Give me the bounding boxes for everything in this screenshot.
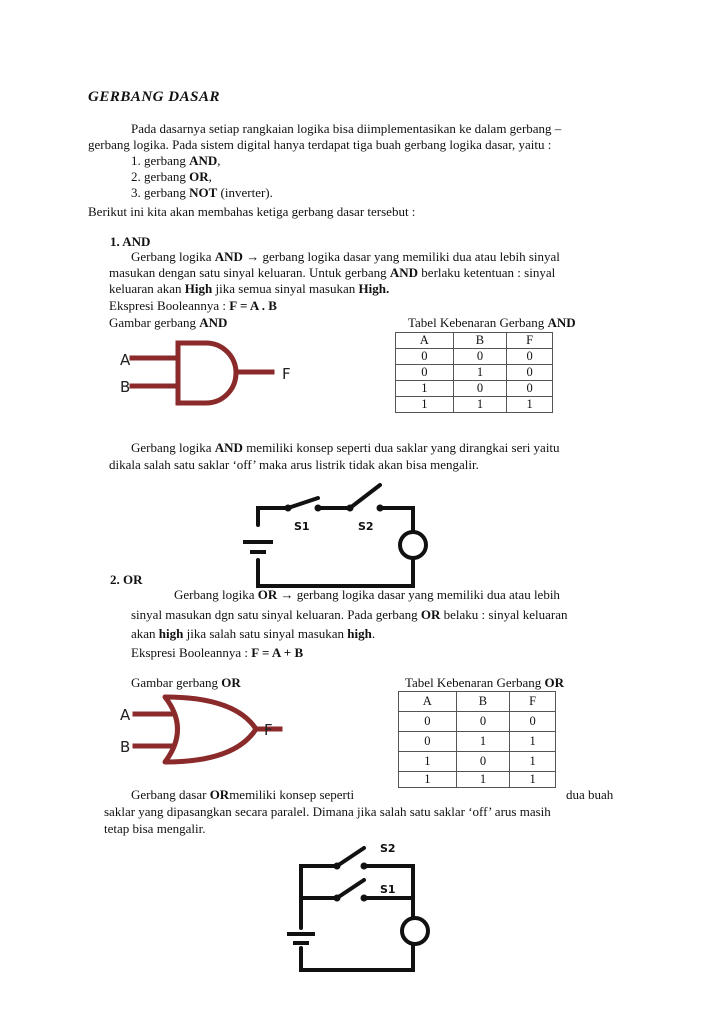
intro-item-and: 1. gerbang AND, <box>131 153 221 168</box>
table-cell: 1 <box>453 365 507 381</box>
series-circuit-diagram <box>238 480 438 590</box>
and-output-label: F <box>282 365 291 383</box>
intro-item-or: 2. gerbang OR, <box>131 169 212 184</box>
table-header-row <box>396 333 553 349</box>
intro-line-1: Pada dasarnya setiap rangkaian logika bisa diimplementasikan ke dalam gerbang – <box>131 121 562 136</box>
table-header-row <box>399 692 556 712</box>
table-header-cell: B <box>453 333 507 349</box>
or-desc-2: sinyal masukan dgn satu sinyal keluaran. Pada gerbang OR belaku : sinyal keluaran <box>131 607 568 622</box>
lamp-icon <box>402 918 428 944</box>
switch-s2-label: S2 <box>380 842 396 855</box>
and-concept-2: dikala salah satu saklar ‘off’ maka arus listrik tidak akan bisa mengalir. <box>109 457 479 472</box>
table-header-cell: A <box>396 333 454 349</box>
or-heading: 2. OR <box>110 572 143 587</box>
table-row <box>396 365 553 381</box>
table-cell: 0 <box>396 349 454 365</box>
table-row <box>399 712 556 732</box>
table-header-cell: A <box>399 692 457 712</box>
table-row <box>396 381 553 397</box>
and-table-label: Tabel Kebenaran Gerbang AND <box>408 315 576 330</box>
switch-s1-label: S1 <box>380 883 396 896</box>
or-concept-1: Gerbang dasar ORmemiliki konsep seperti <box>131 787 355 802</box>
page-title: GERBANG DASAR <box>88 89 220 105</box>
table-cell: 0 <box>507 349 553 365</box>
or-desc-3: akan high jika salah satu sinyal masukan high. <box>131 626 376 641</box>
table-cell: 1 <box>453 397 507 413</box>
table-cell: 0 <box>396 365 454 381</box>
table-cell: 0 <box>453 381 507 397</box>
table-cell: 0 <box>456 712 510 732</box>
or-concept-2: saklar yang dipasangkan secara paralel. Dimana jika salah satu saklar ‘off’ arus masih <box>104 804 551 819</box>
and-truth-table <box>395 332 553 413</box>
table-header-cell: F <box>507 333 553 349</box>
table-cell: 0 <box>456 752 510 772</box>
and-desc-1: Gerbang logika AND → gerbang logika dasar yang memiliki dua atau lebih sinyal <box>131 249 560 264</box>
or-desc-1: Gerbang logika OR → gerbang logika dasar yang memiliki dua atau lebih <box>174 587 560 602</box>
and-expression: Ekspresi Booleannya : F = A . B <box>109 298 277 313</box>
and-heading: 1. AND <box>110 234 151 249</box>
table-row <box>399 772 556 788</box>
and-input-b-label: B <box>120 378 131 396</box>
or-input-a-label: A <box>120 706 131 724</box>
table-cell: 1 <box>396 381 454 397</box>
table-cell: 0 <box>399 732 457 752</box>
table-header-cell: B <box>456 692 510 712</box>
table-cell: 1 <box>456 772 510 788</box>
table-header-cell: F <box>510 692 556 712</box>
table-cell: 1 <box>399 752 457 772</box>
and-desc-3: keluaran akan High jika semua sinyal masukan High. <box>109 281 390 296</box>
or-truth-table <box>398 691 556 788</box>
table-row <box>399 752 556 772</box>
lamp-icon <box>400 532 426 558</box>
table-cell: 0 <box>510 712 556 732</box>
or-output-label: F <box>264 721 273 739</box>
table-row <box>399 732 556 752</box>
table-cell: 1 <box>456 732 510 752</box>
intro-line-2: gerbang logika. Pada sistem digital hanya terdapat tiga buah gerbang logika dasar, yaitu : <box>88 137 552 152</box>
and-input-a-label: A <box>120 351 131 369</box>
parallel-circuit-diagram <box>282 838 442 978</box>
table-cell: 0 <box>507 381 553 397</box>
and-desc-2: masukan dengan satu sinyal keluaran. Untuk gerbang AND berlaku ketentuan : sinyal <box>109 265 556 280</box>
table-cell: 0 <box>399 712 457 732</box>
intro-item-not: 3. gerbang NOT (inverter). <box>131 185 273 200</box>
switch-s2-label: S2 <box>358 520 374 533</box>
or-gate-diagram <box>110 692 310 782</box>
table-cell: 1 <box>507 397 553 413</box>
or-concept-3: tetap bisa mengalir. <box>104 821 206 836</box>
table-row <box>396 349 553 365</box>
or-expression: Ekspresi Booleannya : F = A + B <box>131 645 304 660</box>
or-concept-1-tail: dua buah <box>566 787 614 802</box>
table-cell: 0 <box>507 365 553 381</box>
intro-closing: Berikut ini kita akan membahas ketiga gerbang dasar tersebut : <box>88 204 416 219</box>
and-gate-diagram <box>110 338 310 418</box>
or-figure-label: Gambar gerbang OR <box>131 675 241 690</box>
and-concept-1: Gerbang logika AND memiliki konsep seperti dua saklar yang dirangkai seri yaitu <box>131 440 560 455</box>
table-cell: 1 <box>396 397 454 413</box>
table-cell: 1 <box>510 752 556 772</box>
table-row <box>396 397 553 413</box>
table-cell: 0 <box>453 349 507 365</box>
switch-s1-label: S1 <box>294 520 310 533</box>
or-input-b-label: B <box>120 738 131 756</box>
table-cell: 1 <box>399 772 457 788</box>
table-cell: 1 <box>510 772 556 788</box>
or-table-label: Tabel Kebenaran Gerbang OR <box>405 675 564 690</box>
table-cell: 1 <box>510 732 556 752</box>
and-figure-label: Gambar gerbang AND <box>109 315 228 330</box>
